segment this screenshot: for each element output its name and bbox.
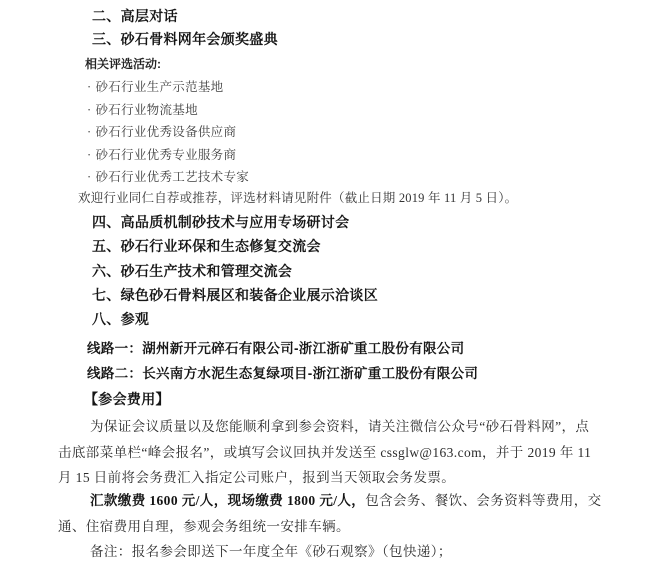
related-activities-label: 相关评选活动:	[85, 57, 161, 71]
award-item-label: 砂石行业生产示范基地	[95, 80, 224, 94]
award-item-label: 砂石行业优秀工艺技术专家	[95, 170, 250, 184]
heading-annual-award-ceremony: 三、砂石骨料网年会颁奖盛典	[92, 31, 278, 47]
fee-amount-line	[90, 493, 602, 509]
award-list-item	[87, 148, 236, 163]
heading-environmental-exchange: 五、砂石行业环保和生态修复交流会	[92, 238, 321, 254]
bullet-icon: ·	[87, 80, 92, 94]
award-item-label: 砂石行业物流基地	[95, 103, 198, 117]
heading-high-level-dialogue: 二、高层对话	[92, 8, 178, 24]
award-list-item	[87, 170, 249, 185]
heading-exhibition-area: 七、绿色砂石骨料展区和装备企业展示洽谈区	[92, 287, 378, 303]
heading-visit: 八、参观	[92, 311, 150, 327]
award-list-item	[87, 80, 223, 95]
award-list-item	[87, 125, 236, 140]
heading-machine-made-sand-seminar: 四、高品质机制砂技术与应用专场研讨会	[92, 214, 350, 230]
bullet-icon: ·	[87, 125, 92, 139]
fee-amount-bold: 汇款缴费 1600 元/人，现场缴费 1800 元/人，	[90, 493, 366, 508]
award-item-label: 砂石行业优秀专业服务商	[95, 148, 237, 162]
remark-note: 备注：报名参会即送下一年度全年《砂石观察》（包快递）；	[90, 544, 452, 559]
heading-production-management-exchange: 六、砂石生产技术和管理交流会	[92, 263, 293, 279]
registration-paragraph-line-1: 为保证会议质量以及您能顺利拿到参会资料，请关注微信公众号“砂石骨料网”，点	[90, 419, 590, 434]
fees-section-header: 【参会费用】	[84, 391, 170, 407]
fee-amount-rest: 包含会务、餐饮、会务资料等费用，交	[365, 493, 602, 508]
fee-detail-line-2: 通、住宿费用自理，参观会务组统一安排车辆。	[58, 519, 350, 534]
award-item-label: 砂石行业优秀设备供应商	[95, 125, 237, 139]
bullet-icon: ·	[87, 103, 92, 117]
registration-paragraph-line-2: 击底部菜单栏“峰会报名”，或填写会议回执并发送至 cssglw@163.com，并于 2019 年 11	[58, 445, 592, 460]
welcome-recommendation-note: 欢迎行业同仁自荐或推荐，评选材料请见附件（截止日期 2019 年 11 月 5 日）。	[78, 191, 518, 205]
registration-paragraph-line-3: 月 15 日前将会务费汇入指定公司账户，报到当天领取会务发票。	[58, 470, 456, 485]
visit-route-2: 线路二：长兴南方水泥生态复绿项目-浙江浙矿重工股份有限公司	[87, 366, 479, 381]
bullet-icon: ·	[87, 148, 92, 162]
visit-route-1: 线路一：湖州新开元碎石有限公司-浙江浙矿重工股份有限公司	[87, 341, 465, 356]
bullet-icon: ·	[87, 170, 92, 184]
award-list-item	[87, 103, 198, 118]
